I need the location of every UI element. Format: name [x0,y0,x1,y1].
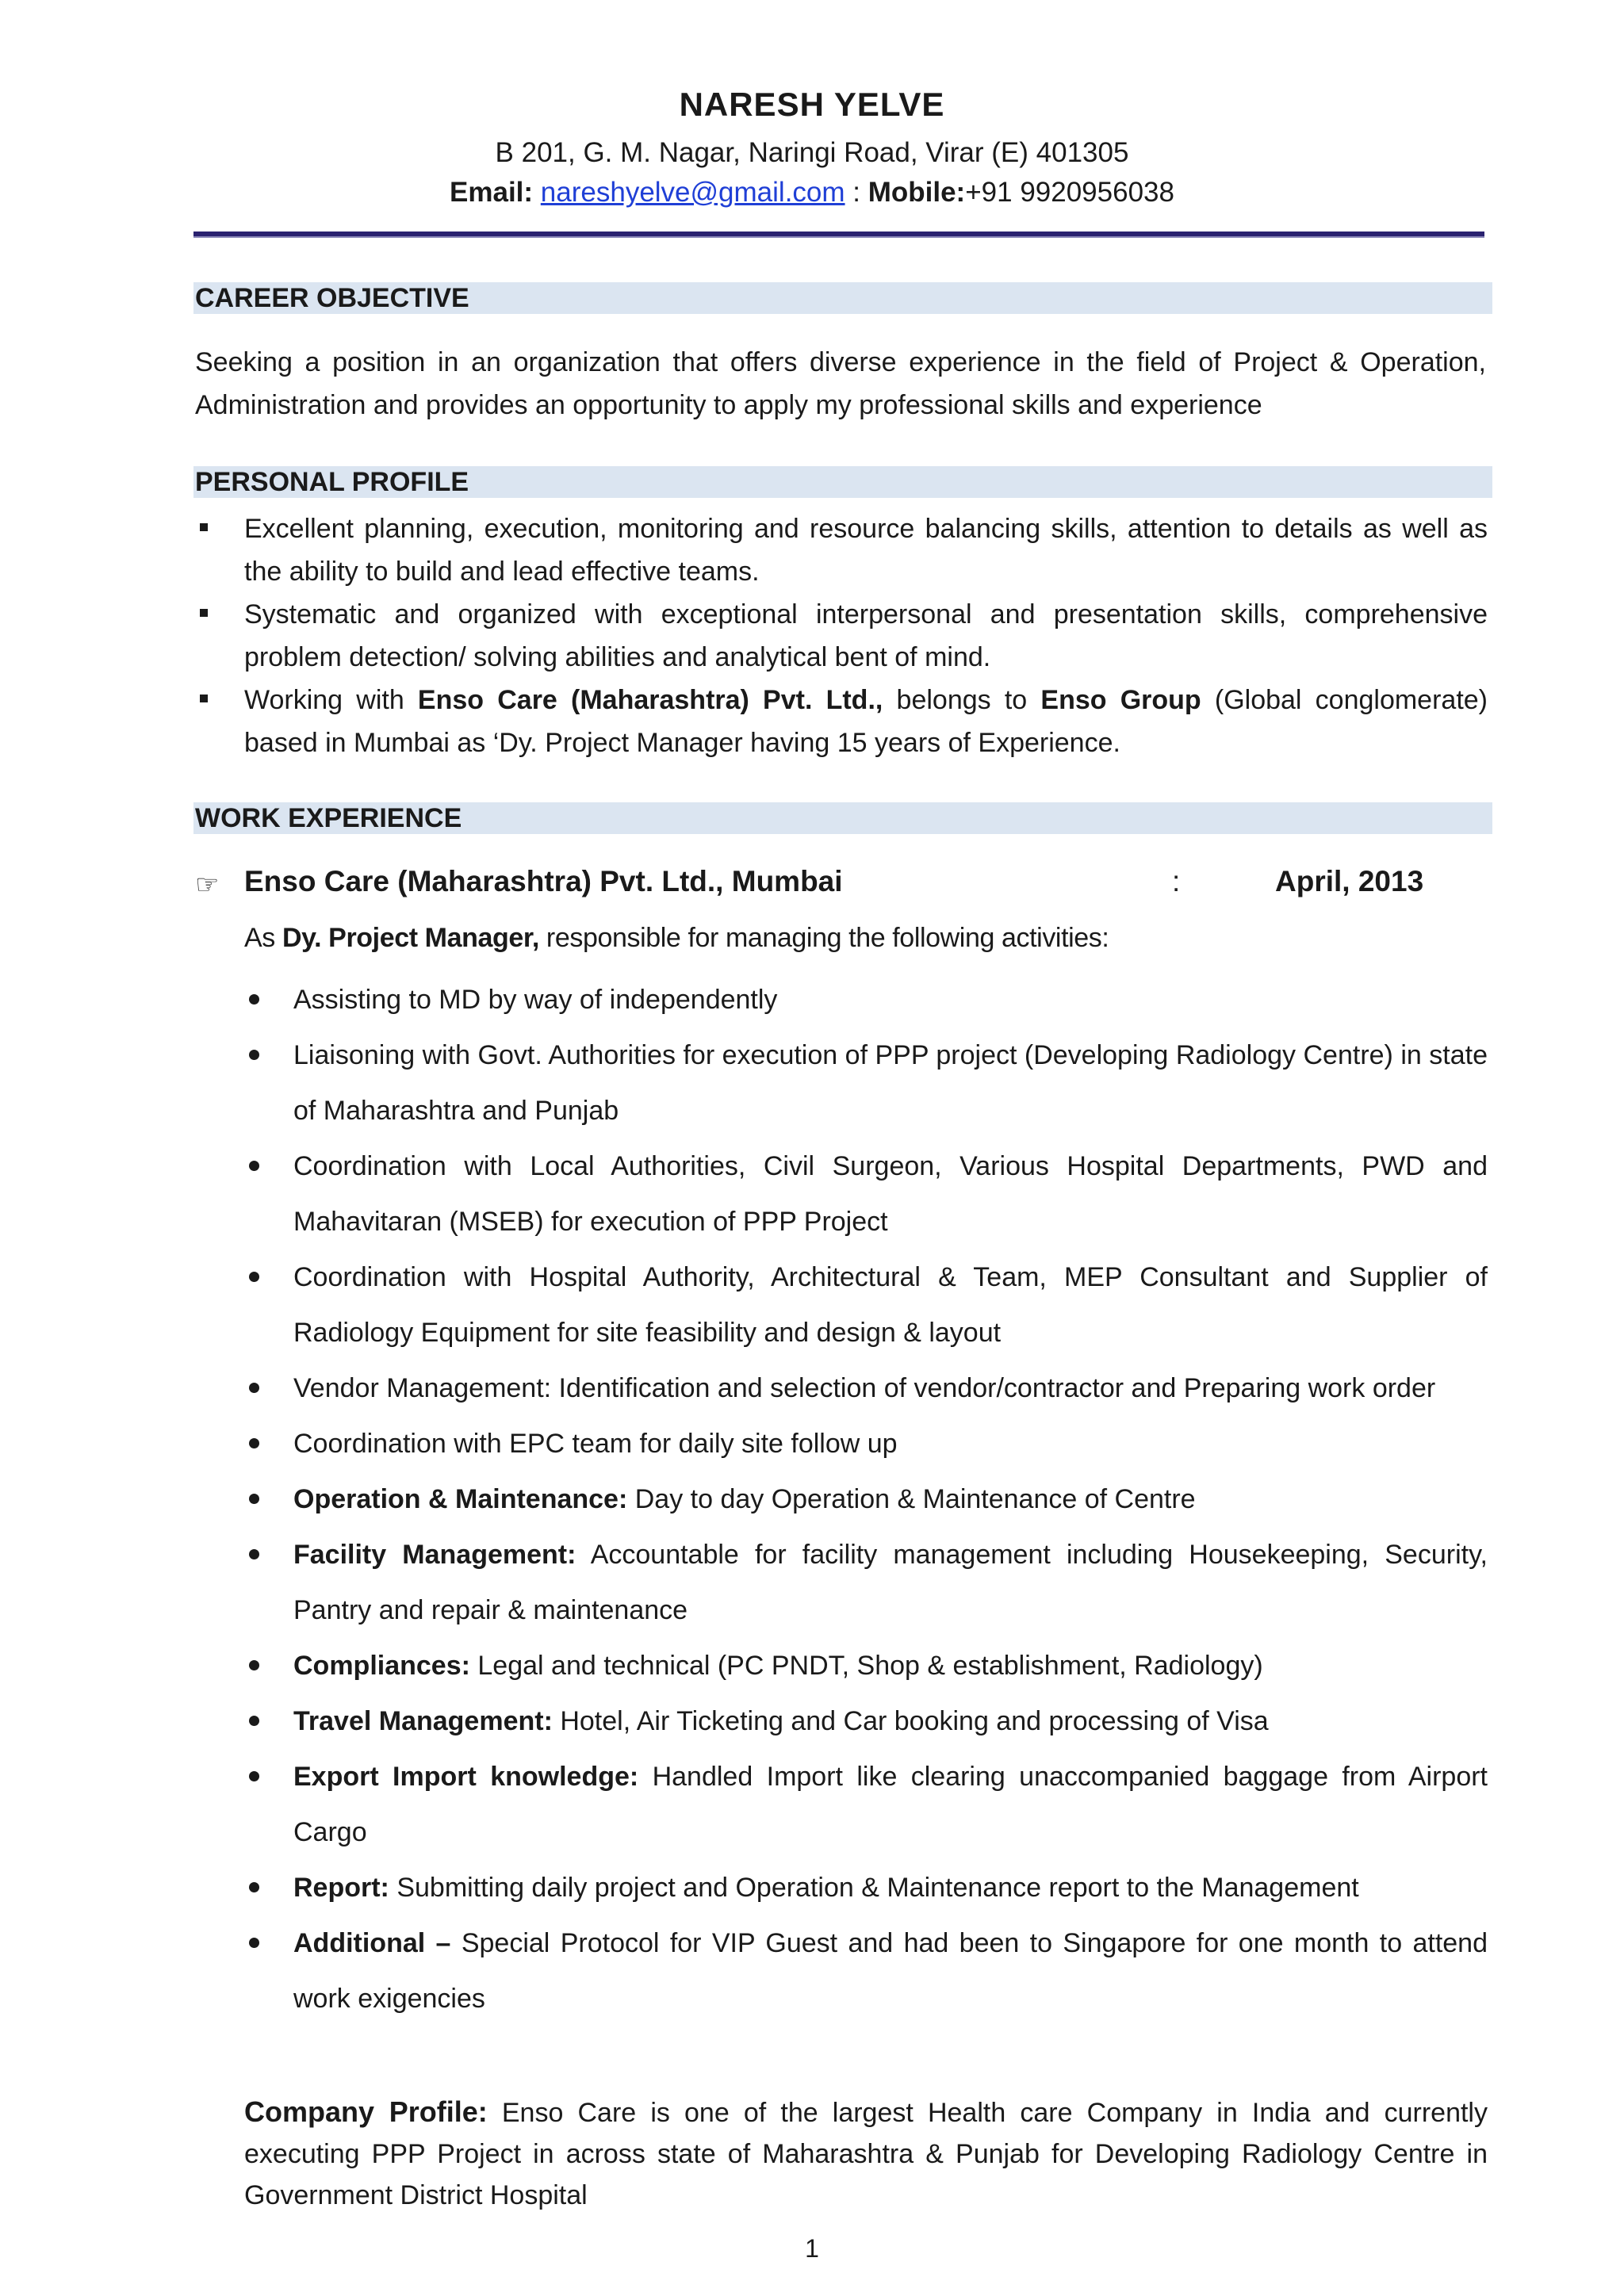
square-bullet-icon [200,523,208,531]
list-item [244,1138,1488,1249]
duty-text: Submitting daily project and Operation & Maintenance report to the Management [389,1873,1359,1903]
company-name-bold: Enso Care (Maharashtra) Pvt. Ltd., [417,685,883,715]
duty-text: Vendor Management: Identification and selection of vendor/contractor and Preparing work order [293,1373,1436,1403]
contact-line [0,173,1624,212]
round-bullet-icon [249,1383,259,1393]
duty-text: Handled Import like clearing unaccompanied baggage from Airport Cargo [293,1762,1488,1847]
duty-label: Operation & Maintenance: [293,1484,628,1514]
round-bullet-icon [249,1438,259,1448]
list-item [244,1416,1488,1471]
email-label: Email: [450,177,534,208]
section-heading-personal-profile: PERSONAL PROFILE [193,466,1492,498]
email-link[interactable]: nareshyelve@gmail.com [540,177,845,208]
round-bullet-icon [249,994,259,1004]
duty-label: Additional – [293,1928,451,1958]
duty-text: Special Protocol for VIP Guest and had been to Singapore for one month to attend work exigencies [293,1928,1488,2014]
duty-label: Compliances: [293,1651,470,1681]
duty-label: Report: [293,1873,389,1903]
square-bullet-icon [200,609,208,617]
list-item [244,1249,1488,1360]
job-colon: : [1172,865,1181,897]
duty-label: Facility Management: [293,1540,576,1570]
header-divider [193,232,1484,238]
duty-text: Coordination with EPC team for daily site follow up [293,1429,898,1459]
round-bullet-icon [249,1161,259,1171]
round-bullet-icon [249,1716,259,1726]
duty-text: Day to day Operation & Maintenance of Centre [627,1484,1196,1514]
candidate-name: NARESH YELVE [679,86,945,123]
duty-text: Coordination with Local Authorities, Civil Surgeon, Various Hospital Departments, PWD and Mahavitaran (MSEB) for execution of PPP Project [293,1151,1488,1237]
role-text: As [244,923,282,953]
list-item-text: (Global conglomerate) based in Mumbai as ‘Dy. Project Manager having 15 years of Experience. [244,685,1488,758]
pointing-hand-icon: ☞ [195,870,220,900]
round-bullet-icon [249,1938,259,1948]
round-bullet-icon [249,1771,259,1781]
round-bullet-icon [249,1050,259,1060]
personal-profile-list [195,507,1488,764]
mobile-label: Mobile: [868,177,966,208]
role-title: Dy. Project Manager, [282,923,539,953]
role-line [244,916,1109,959]
job-title-line [195,859,1496,904]
list-item-text: Systematic and organized with exceptional interpersonal and presentation skills, comprehensive problem detection/ solving abilities and analytical bent of mind. [244,599,1488,672]
round-bullet-icon [249,1494,259,1504]
round-bullet-icon [249,1882,259,1892]
list-item [244,1915,1488,2026]
company-profile [244,2091,1488,2216]
list-item [244,1027,1488,1138]
group-name-bold: Enso Group [1040,685,1201,715]
list-item [244,972,1488,1027]
round-bullet-icon [249,1660,259,1670]
duty-text: Accountable for facility management including Housekeeping, Security, Pantry and repair & maintenance [293,1540,1488,1625]
list-item [244,1527,1488,1638]
list-item [195,679,1488,764]
square-bullet-icon [200,695,208,702]
duty-text: Assisting to MD by way of independently [293,985,778,1015]
duties-list [244,972,1488,2026]
list-item-text: Working with [244,685,418,715]
mobile-number: +91 9920956038 [965,177,1174,208]
duty-label: Export Import knowledge: [293,1762,639,1792]
list-item [195,507,1488,593]
list-item [244,1638,1488,1693]
job-start-date: April, 2013 [1275,865,1424,897]
career-objective-text: Seeking a position in an organization that offers diverse experience in the field of Project & Operation, Administration and provides an opportunity to apply my professional skills and experience [195,347,1486,420]
role-text: responsible for managing the following activities: [538,923,1109,953]
list-item [244,1360,1488,1416]
company-profile-label: Company Profile: [244,2095,488,2128]
list-item [244,1860,1488,1915]
resume-header [0,76,1624,212]
list-item-text: Excellent planning, execution, monitoring and resource balancing skills, attention to details as well as the ability to build and lead effective teams. [244,514,1488,587]
section-heading-work-experience: WORK EXPERIENCE [193,802,1492,834]
list-item [244,1693,1488,1749]
list-item [244,1749,1488,1860]
duty-label: Travel Management: [293,1706,553,1736]
duty-text: Liaisoning with Govt. Authorities for execution of PPP project (Developing Radiology Centre) in state of Maharashtra and Punjab [293,1040,1488,1126]
list-item-text: belongs to [883,685,1041,715]
employer-name: Enso Care (Maharashtra) Pvt. Ltd., Mumbai [244,865,843,897]
company-profile-text: Enso Care is one of the largest Health care Company in India and currently executing PPP Project in across state of Maharashtra & Punjab for Developing Radiology Centre in Government District Hospital [244,2098,1488,2210]
page-number: 1 [805,2234,819,2263]
section-heading-career-objective: CAREER OBJECTIVE [193,282,1492,314]
round-bullet-icon [249,1272,259,1282]
candidate-address: B 201, G. M. Nagar, Naringi Road, Virar (E) 401305 [495,137,1129,168]
duty-text: Coordination with Hospital Authority, Architectural & Team, MEP Consultant and Supplier of Radiology Equipment for site feasibility and design & layout [293,1262,1488,1348]
duty-text: Legal and technical (PC PNDT, Shop & establishment, Radiology) [469,1651,1263,1681]
list-item [244,1471,1488,1527]
round-bullet-icon [249,1549,259,1559]
contact-separator: : [845,177,868,208]
list-item [195,593,1488,679]
duty-text: Hotel, Air Ticketing and Car booking and processing of Visa [552,1706,1269,1736]
